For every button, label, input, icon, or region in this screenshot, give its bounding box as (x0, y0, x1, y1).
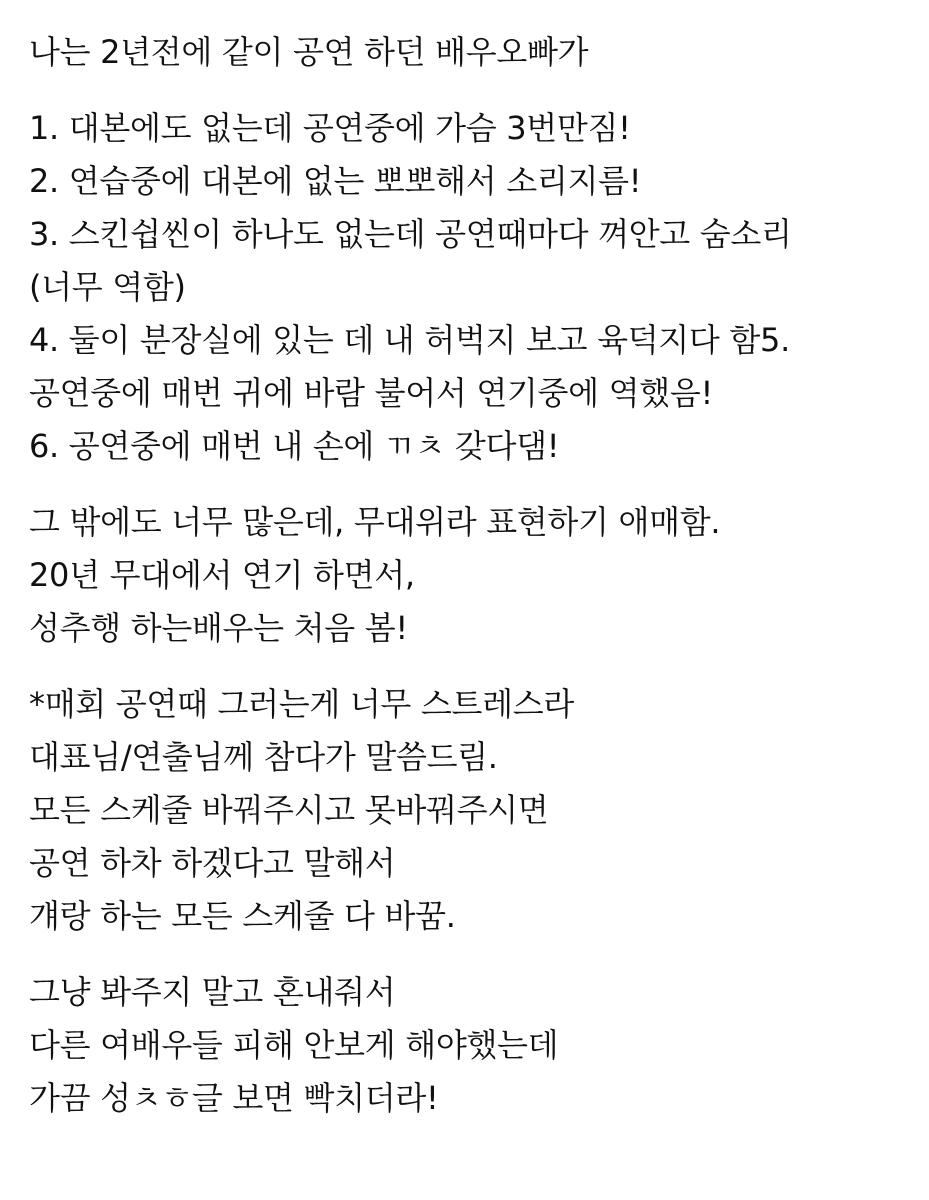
text-line: *매회 공연때 그러는게 너무 스트레스라 (29, 685, 574, 723)
document-body (29, 26, 909, 1125)
text-line: 걔랑 하는 모든 스케줄 다 바꿈. (29, 897, 456, 935)
text-line: 그냥 봐주지 말고 혼내줘서 (29, 973, 396, 1011)
paragraph-closing (29, 966, 909, 1125)
text-line: 가끔 성ㅊㅎ글 보면 빡치더라! (29, 1079, 439, 1117)
paragraph-summary (29, 496, 909, 655)
text-line: 6. 공연중에 매번 내 손에 ㄲㅊ 갖다댐! (29, 427, 560, 465)
text-line: 4. 둘이 분장실에 있는 데 내 허벅지 보고 육덕지다 함5. (29, 321, 790, 359)
text-line: 다른 여배우들 피해 안보게 해야했는데 (29, 1026, 559, 1064)
paragraph-incident-list (29, 102, 909, 473)
text-line: 모든 스케줄 바꿔주시고 못바꿔주시면 (29, 791, 549, 829)
text-line: 1. 대본에도 없는데 공연중에 가슴 3번만짐! (29, 109, 631, 147)
paragraph-action (29, 678, 909, 943)
text-line: 그 밖에도 너무 많은데, 무대위라 표현하기 애매함. (29, 503, 721, 541)
text-line: 3. 스킨쉽씬이 하나도 없는데 공연때마다 껴안고 숨소리 (29, 215, 792, 253)
text-line: 공연 하차 하겠다고 말해서 (29, 844, 396, 882)
text-line: 대표님/연출님께 참다가 말씀드림. (29, 738, 498, 776)
text-line: 20년 무대에서 연기 하면서, (29, 556, 415, 594)
paragraph-intro (29, 26, 909, 79)
text-line: 2. 연습중에 대본에 없는 뽀뽀해서 소리지름! (29, 162, 642, 200)
text-line: 공연중에 매번 귀에 바람 불어서 연기중에 역했음! (29, 374, 714, 412)
text-line: 나는 2년전에 같이 공연 하던 배우오빠가 (29, 33, 589, 71)
text-line: 성추행 하는배우는 처음 봄! (29, 609, 408, 647)
text-line: (너무 역함) (29, 268, 186, 306)
